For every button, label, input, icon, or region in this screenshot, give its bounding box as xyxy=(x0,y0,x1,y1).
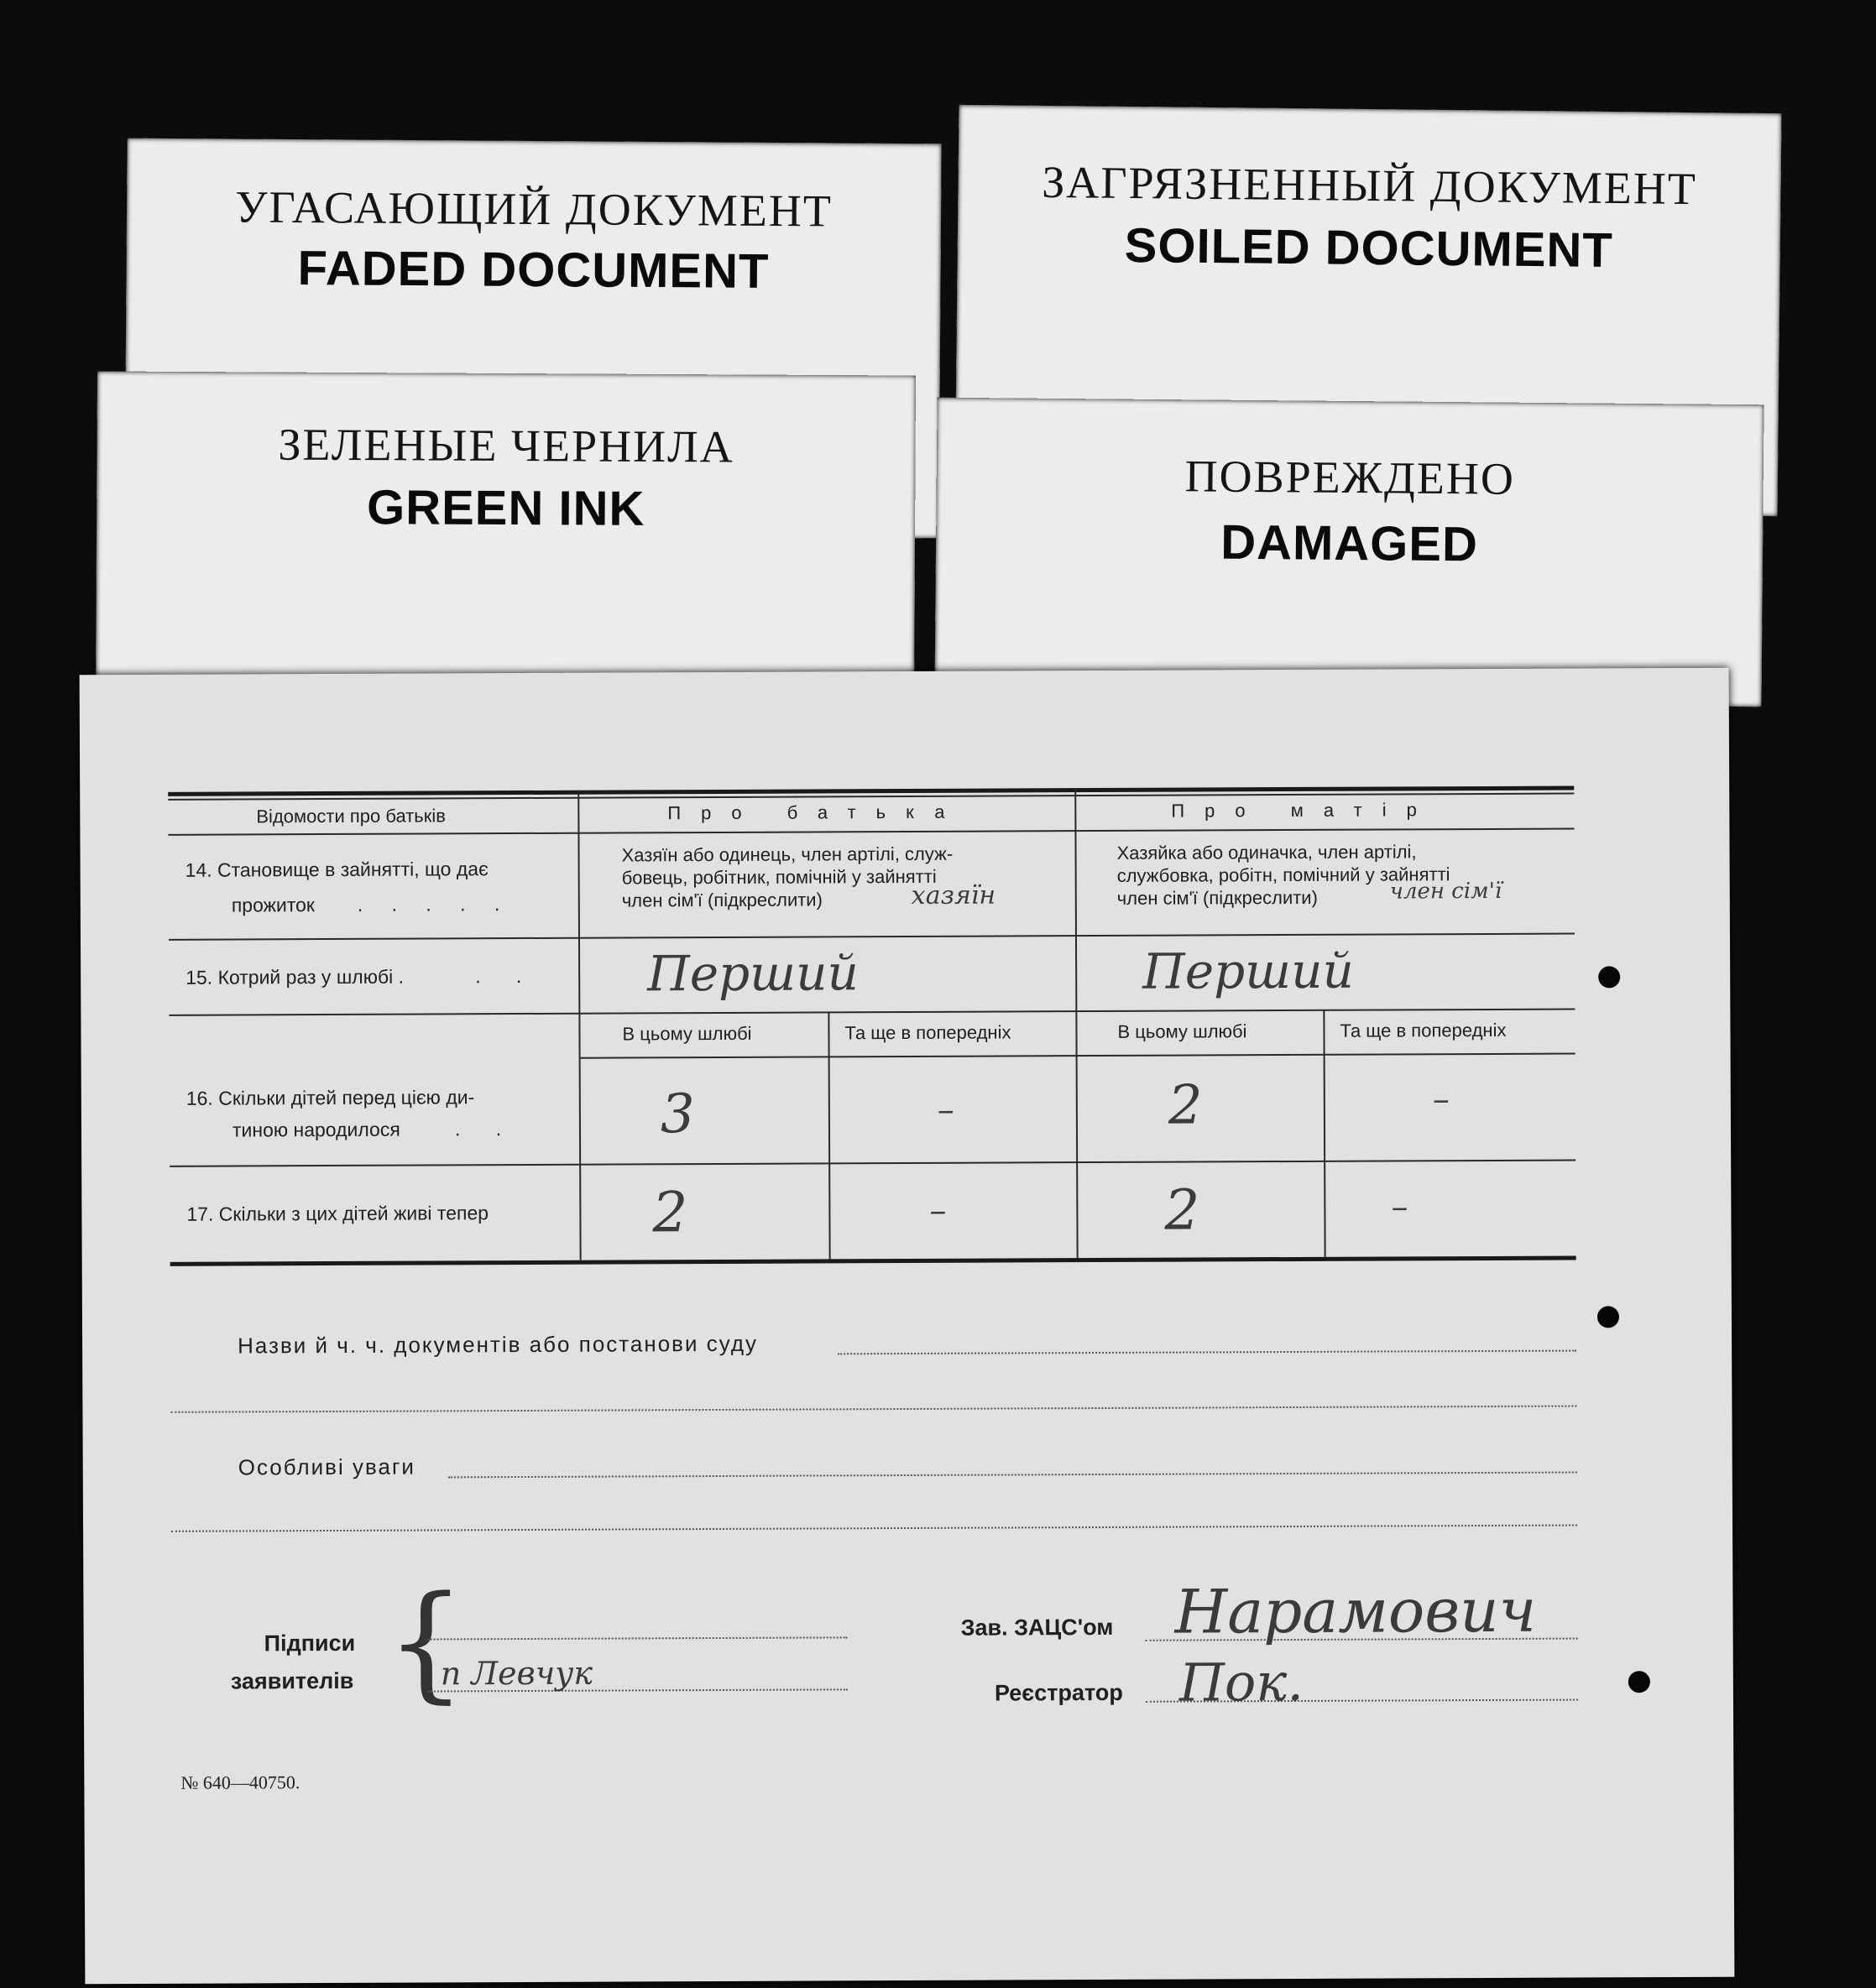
punch-hole xyxy=(1628,1671,1650,1693)
card-green-en: GREEN INK xyxy=(366,480,645,536)
header-info-about-parents: Відомости про батьків xyxy=(256,805,446,827)
punch-hole xyxy=(1597,1306,1619,1328)
father-previous-header: Та ще в попередніх xyxy=(844,1021,1011,1044)
row14-father-handwritten: хазяїн xyxy=(911,880,996,911)
card-green-ru: ЗЕЛЕНЫЕ ЧЕРНИЛА xyxy=(278,419,734,472)
col-divider-father-sub xyxy=(828,1011,830,1259)
header-about-father: Про батька xyxy=(667,801,965,824)
row15-rule xyxy=(169,1009,1575,1016)
card-faded-en: FADED DOCUMENT xyxy=(297,241,770,299)
documents-line-1 xyxy=(838,1350,1576,1355)
row16-father-this: 3 xyxy=(660,1083,695,1146)
father-this-marriage-header: В цьому шлюбі xyxy=(622,1022,752,1045)
row16-father-prev: – xyxy=(937,1090,954,1130)
row17-label: 17. Скільки з цих дітей живі тепер xyxy=(186,1202,489,1225)
col-divider-1 xyxy=(577,791,581,1260)
registration-form-sheet xyxy=(80,668,1735,1985)
applicant-signature: п Левчук xyxy=(440,1654,593,1693)
header-about-mother: Про матір xyxy=(1171,799,1437,822)
row15-label: 15. Котрий раз у шлюбі . xyxy=(186,965,405,989)
row15-father-handwritten: Перший xyxy=(647,944,859,1003)
header-bottom-rule xyxy=(168,828,1574,836)
table-bottom-rule xyxy=(170,1256,1576,1266)
row14-label-line1: 14. Становище в зайнятті, що дає xyxy=(185,858,489,881)
signatures-label-line2: заявителів xyxy=(230,1667,354,1694)
notes-line-2 xyxy=(171,1525,1577,1532)
row17-father-prev: – xyxy=(929,1191,947,1230)
form-number: № 640—40750. xyxy=(180,1771,300,1793)
row17-father-this: 2 xyxy=(652,1180,688,1245)
row15-mother-handwritten: Перший xyxy=(1142,942,1354,1000)
head-label: Зав. ЗАЦС'ом xyxy=(960,1614,1114,1641)
row16-mother-this: 2 xyxy=(1168,1074,1203,1137)
documents-label: Назви й ч. ч. документів або постанови суду xyxy=(238,1330,759,1359)
row14-father-line1: Хазяїн або одинець, член артілі, служ- xyxy=(621,843,954,866)
row14-label-line2: прожиток xyxy=(231,894,316,916)
subheader-rule xyxy=(581,1053,1576,1059)
col-divider-2 xyxy=(1074,788,1078,1258)
row16-label-line1: 16. Скільки дітей перед цією ди- xyxy=(186,1086,475,1109)
card-faded-ru: УГАСАЮЩИЙ ДОКУМЕНТ xyxy=(235,181,833,237)
row17-mother-this: 2 xyxy=(1164,1177,1200,1243)
notes-label: Особливі уваги xyxy=(238,1453,415,1480)
row14-mother-line3: член сім'ї (підкреслити) xyxy=(1116,886,1318,909)
row17-mother-prev: – xyxy=(1391,1187,1408,1227)
mother-previous-header: Та ще в попередніх xyxy=(1340,1019,1507,1041)
row14-mother-line2: службовка, робітн, помічний у зайнятті xyxy=(1116,864,1450,886)
documents-line-2 xyxy=(170,1406,1576,1413)
damaged-card xyxy=(934,398,1764,707)
card-damaged-en: DAMAGED xyxy=(1220,514,1479,572)
card-soiled-ru: ЗАГРЯЗНЕННЫЙ ДОКУМЕНТ xyxy=(1042,156,1698,215)
card-damaged-ru: ПОВРЕЖДЕНО xyxy=(1184,451,1516,504)
notes-line-1 xyxy=(448,1472,1577,1479)
punch-hole xyxy=(1598,966,1620,988)
row14-rule xyxy=(169,933,1575,941)
row16-leader-dots: . . xyxy=(454,1118,517,1140)
row16-mother-prev: – xyxy=(1432,1080,1450,1119)
col-divider-mother-sub xyxy=(1323,1010,1325,1257)
row14-father-line2: бовець, робітник, помічній у зайнятті xyxy=(621,865,937,889)
row14-mother-handwritten: член сім'ї xyxy=(1389,878,1502,905)
signatures-label-line1: Підписи xyxy=(264,1630,356,1657)
registrar-signature: Пок. xyxy=(1178,1651,1304,1714)
row14-mother-line1: Хазяйка або одиначка, член артілі, xyxy=(1116,841,1417,864)
row16-rule xyxy=(170,1160,1576,1167)
card-soiled-en: SOILED DOCUMENT xyxy=(1124,217,1614,279)
row14-father-line3: член сім'ї (підкреслити) xyxy=(621,889,823,911)
mother-this-marriage-header: В цьому шлюбі xyxy=(1117,1020,1247,1042)
head-signature: Нарамович xyxy=(1174,1574,1537,1647)
registrar-label: Реєстратор xyxy=(994,1679,1123,1706)
signatures-brace: { xyxy=(385,1569,467,1716)
row14-leader-dots: . . . . . xyxy=(357,893,512,916)
row16-label-line2: тиною народилося xyxy=(232,1118,400,1141)
green-ink-card xyxy=(96,371,916,711)
applicant-signature-line-1 xyxy=(428,1636,848,1640)
row15-leader-dots: . . xyxy=(475,964,537,988)
